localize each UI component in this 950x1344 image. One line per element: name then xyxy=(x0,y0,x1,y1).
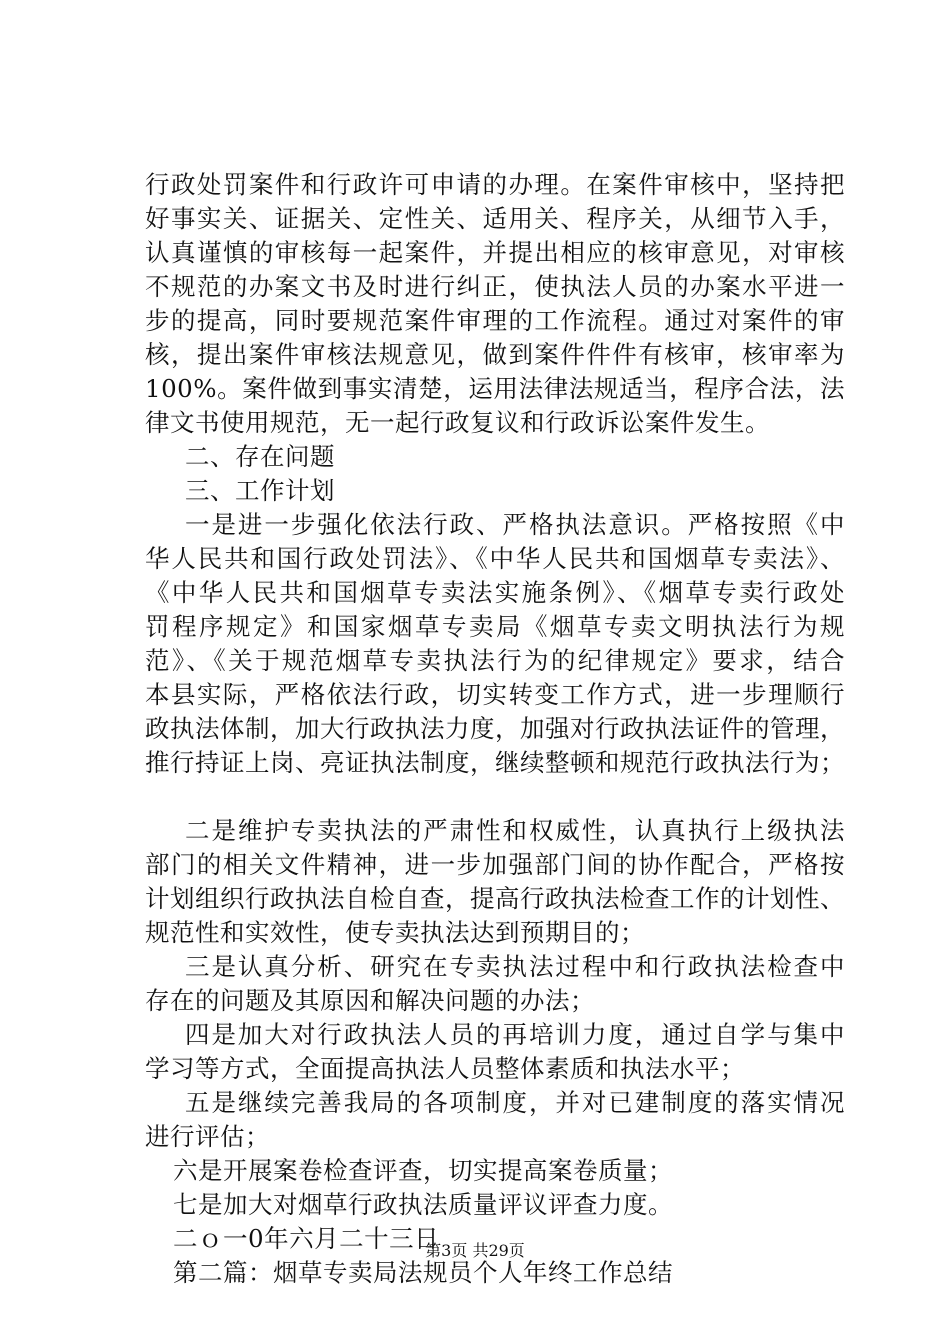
paragraph-line: 存在的问题及其原因和解决问题的办法； xyxy=(145,986,595,1015)
page-footer xyxy=(0,1240,950,1262)
paragraph-line: 《中华人民共和国烟草专卖法实施条例》、《烟草专卖行政处 xyxy=(145,578,845,607)
paragraph-line: 罚程序规定》和国家烟草专卖局《烟草专卖文明执法行为规 xyxy=(145,612,845,641)
paragraph-line: 部门的相关文件精神，进一步加强部门间的协作配合，严格按 xyxy=(145,850,845,879)
next-section-title: 第二篇：烟草专卖局法规员个人年终工作总结 xyxy=(173,1258,673,1287)
paragraph-line: 学习等方式，全面提高执法人员整体素质和执法水平； xyxy=(145,1054,745,1083)
paragraph-line: 范》、《关于规范烟草专卖执法行为的纪律规定》要求，结合 xyxy=(145,646,845,675)
plan-item-6: 六是开展案卷检查评查，切实提高案卷质量； xyxy=(173,1156,673,1185)
section-heading-plan: 三、工作计划 xyxy=(185,476,335,505)
paragraph-gap xyxy=(145,780,845,814)
paragraph-line: 推行持证上岗、亮证执法制度，继续整顿和规范行政执法行为； xyxy=(145,748,845,777)
paragraph-line: 二是维护专卖执法的严肃性和权威性，认真执行上级执法 xyxy=(185,816,845,845)
paragraph-line: 四是加大对行政执法人员的再培训力度，通过自学与集中 xyxy=(185,1020,845,1049)
paragraph-line: 本县实际，严格依法行政，切实转变工作方式，进一步理顺行 xyxy=(145,680,845,709)
paragraph-line: 规范性和实效性，使专卖执法达到预期目的； xyxy=(145,918,645,947)
document-body xyxy=(145,168,845,1290)
paragraph-line: 进行评估； xyxy=(145,1122,270,1151)
paragraph-line: 核，提出案件审核法规意见，做到案件件件有核审，核审率为 xyxy=(145,340,845,369)
paragraph-line: 华人民共和国行政处罚法》、《中华人民共和国烟草专卖法》、 xyxy=(145,544,845,573)
paragraph-line: 好事实关、证据关、定性关、适用关、程序关，从细节入手， xyxy=(145,204,845,233)
page-number-label: 第3页 共29页 xyxy=(425,1241,525,1260)
paragraph-line: 一是进一步强化依法行政、严格执法意识。严格按照《中 xyxy=(185,510,845,539)
paragraph-line: 五是继续完善我局的各项制度，并对已建制度的落实情况 xyxy=(185,1088,845,1117)
document-date: 二ｏ一0年六月二十三日 xyxy=(173,1224,440,1253)
paragraph-line: 计划组织行政执法自检自查，提高行政执法检查工作的计划性、 xyxy=(145,884,845,913)
paragraph-line: 政执法体制，加大行政执法力度，加强对行政执法证件的管理， xyxy=(145,714,845,743)
paragraph-line: 三是认真分析、研究在专卖执法过程中和行政执法检查中 xyxy=(185,952,845,981)
paragraph-line: 律文书使用规范，无一起行政复议和行政诉讼案件发生。 xyxy=(145,408,770,437)
paragraph-line: 不规范的办案文书及时进行纠正，使执法人员的办案水平进一 xyxy=(145,272,845,301)
paragraph-line: 100%。案件做到事实清楚，运用法律法规适当，程序合法，法 xyxy=(145,374,845,403)
paragraph-line: 认真谨慎的审核每一起案件，并提出相应的核审意见，对审核 xyxy=(145,238,845,267)
section-heading-problems: 二、存在问题 xyxy=(185,442,335,471)
paragraph-line: 行政处罚案件和行政许可申请的办理。在案件审核中，坚持把 xyxy=(145,170,845,199)
paragraph-line: 步的提高，同时要规范案件审理的工作流程。通过对案件的审 xyxy=(145,306,845,335)
plan-item-7: 七是加大对烟草行政执法质量评议评查力度。 xyxy=(173,1190,673,1219)
